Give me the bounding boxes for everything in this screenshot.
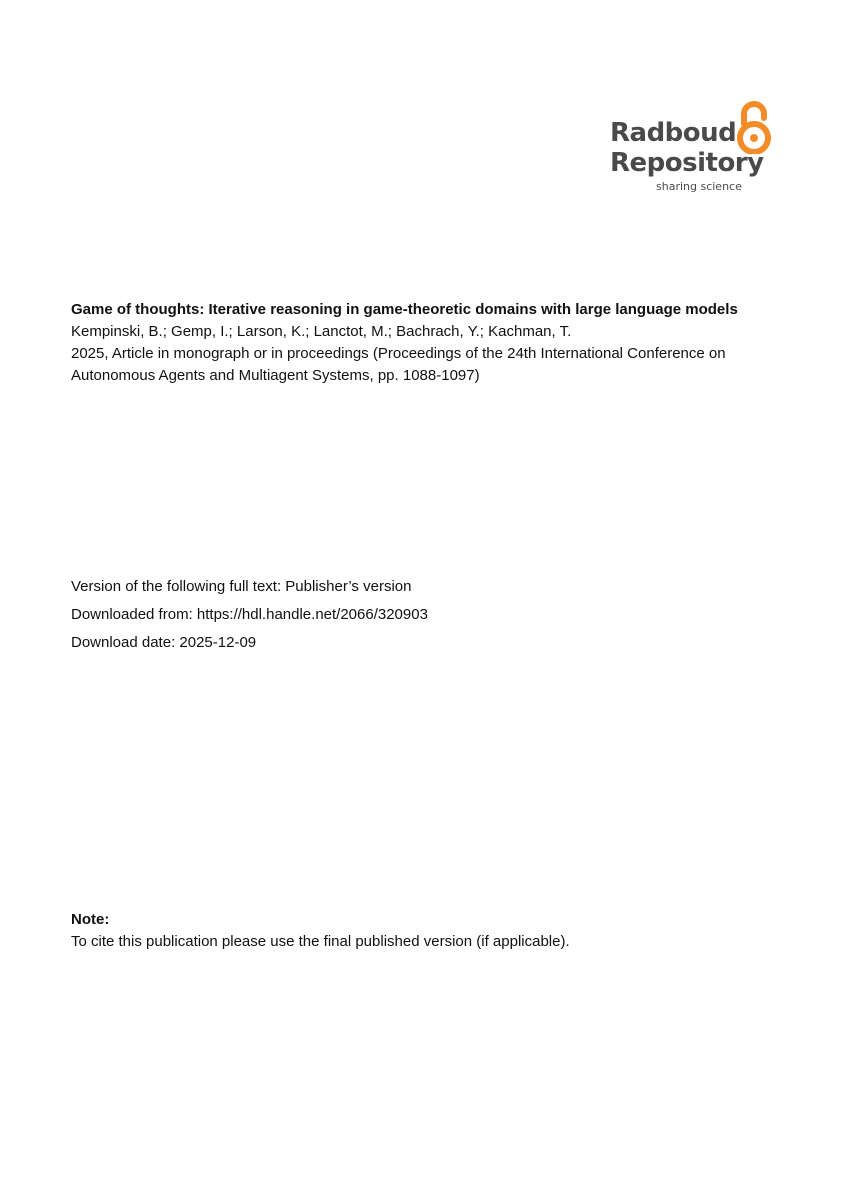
publication-title: Game of thoughts: Iterative reasoning in game-theoretic domains with large language models [71, 301, 738, 318]
version-info [71, 573, 428, 657]
note-heading: Note: [71, 911, 110, 928]
citation-note [71, 909, 570, 953]
publication-details-line1: 2025, Article in monograph or in proceedings (Proceedings of the 24th International Conference on [71, 345, 726, 362]
logo-tagline: sharing science [656, 180, 742, 193]
open-access-lock-icon [734, 100, 774, 154]
logo-text-repository: Repository [610, 148, 764, 178]
record-metadata [71, 299, 791, 387]
downloaded-from-link[interactable]: Downloaded from: https://hdl.handle.net/2066/320903 [71, 606, 428, 623]
note-text: To cite this publication please use the final published version (if applicable). [71, 933, 570, 950]
publication-authors: Kempinski, B.; Gemp, I.; Larson, K.; Lanctot, M.; Bachrach, Y.; Kachman, T. [71, 323, 572, 340]
publication-details-line2: Autonomous Agents and Multiagent Systems, pp. 1088-1097) [71, 367, 480, 384]
download-date: Download date: 2025-12-09 [71, 634, 257, 651]
version-text: Version of the following full text: Publisher’s version [71, 578, 412, 595]
radboud-repository-logo [610, 100, 780, 200]
logo-text-radboud: Radboud [610, 118, 737, 148]
